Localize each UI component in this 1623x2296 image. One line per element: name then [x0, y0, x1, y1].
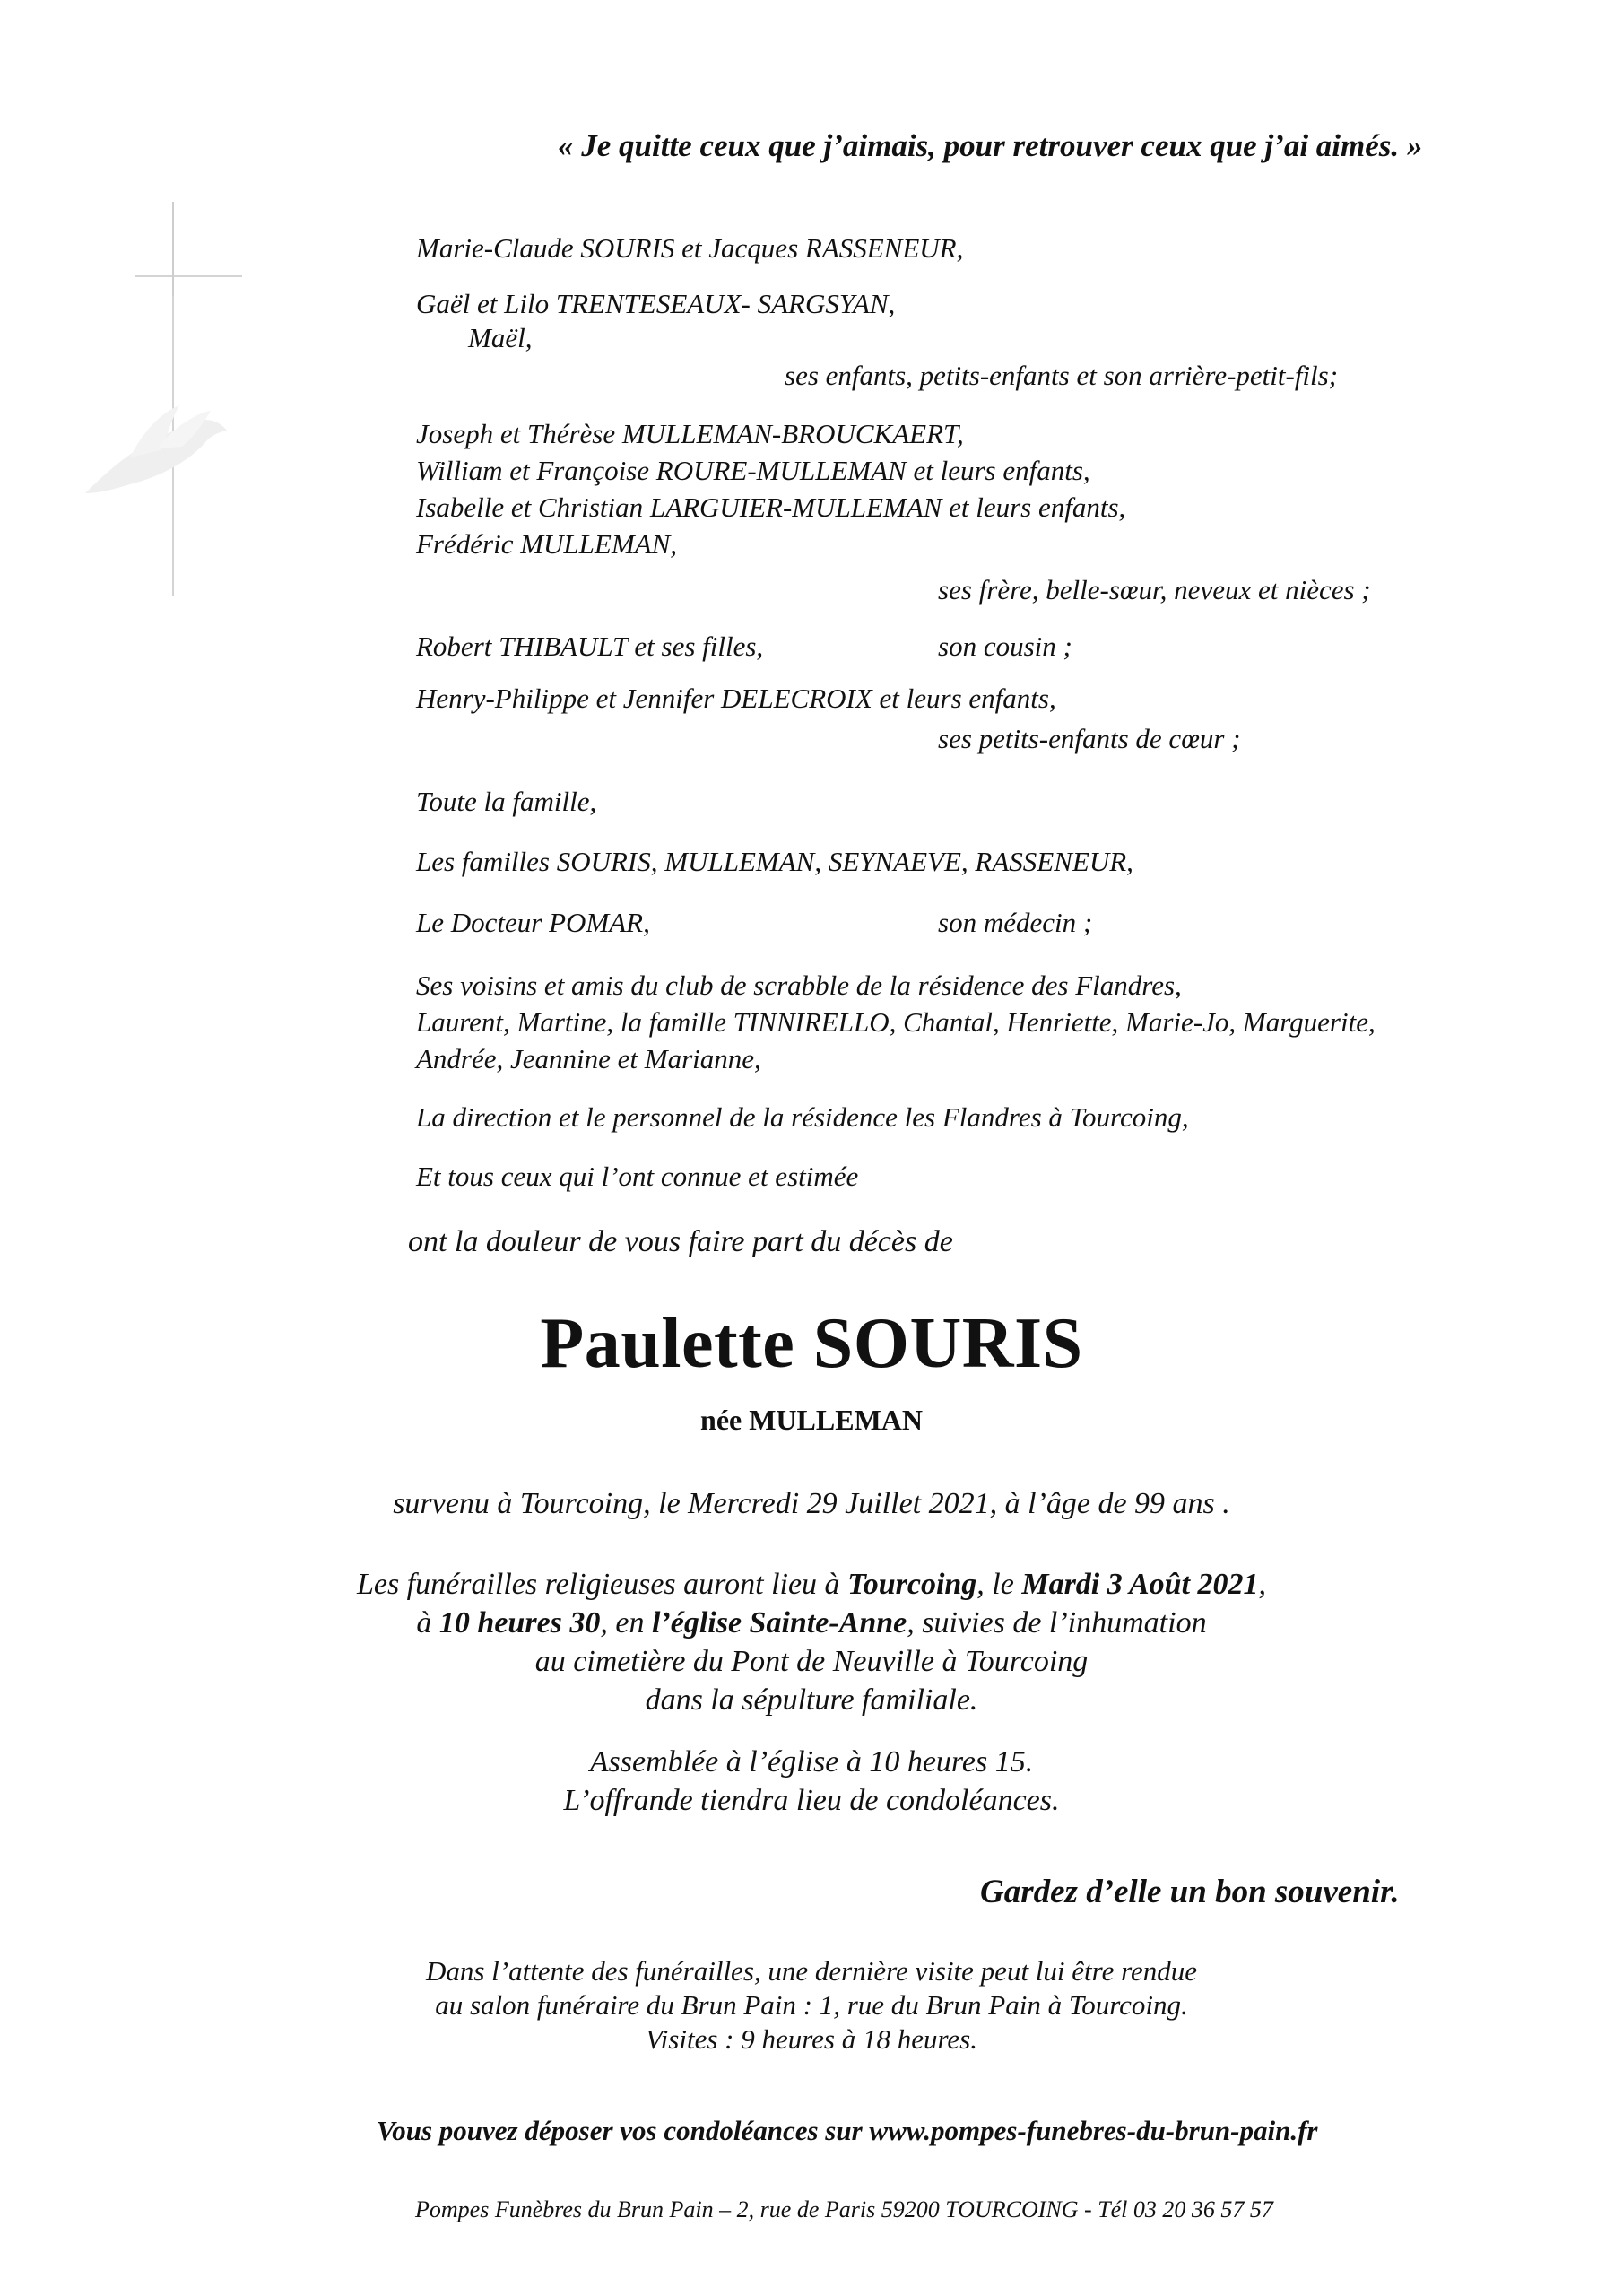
- family-line: Ses voisins et amis du club de scrabble de la résidence des Flandres,: [416, 970, 1182, 1001]
- family-line: Laurent, Martine, la famille TINNIRELLO, Chantal, Henriette, Marie-Jo, Marguerite,: [416, 1006, 1376, 1038]
- death-info: survenu à Tourcoing, le Mercredi 29 Juillet 2021, à l’âge de 99 ans .: [393, 1487, 1230, 1520]
- assembly-line: L’offrande tiendra lieu de condoléances.: [563, 1784, 1060, 1817]
- visit-line: au salon funéraire du Brun Pain : 1, rue du Brun Pain à Tourcoing.: [435, 1989, 1188, 2021]
- family-line: Le Docteur POMAR,: [416, 907, 650, 938]
- relation-label: son médecin ;: [938, 907, 1093, 938]
- funeral-line: au cimetière du Pont de Neuville à Tourcoing: [534, 1645, 1089, 1678]
- funeral-line: à 10 heures 30, en l’église Sainte-Anne, suivies de l’inhumation: [416, 1606, 1207, 1639]
- family-line: William et Françoise ROURE-MULLEMAN et leurs enfants,: [416, 455, 1090, 486]
- family-line: Gaël et Lilo TRENTESEAUX- SARGSYAN,: [416, 288, 896, 319]
- family-line: Robert THIBAULT et ses filles,: [416, 631, 764, 662]
- funeral-line: dans la sépulture familiale.: [645, 1683, 978, 1717]
- condolences-line: Vous pouvez déposer vos condoléances sur www.pompes-funebres-du-brun-pain.fr: [377, 2115, 1318, 2146]
- family-line: Frédéric MULLEMAN,: [416, 528, 678, 560]
- family-line: Joseph et Thérèse MULLEMAN-BROUCKAERT,: [416, 418, 964, 449]
- funeral-line: Les funérailles religieuses auront lieu à Tourcoing, le Mardi 3 Août 2021,: [356, 1568, 1267, 1601]
- family-line: Andrée, Jeannine et Marianne,: [416, 1043, 761, 1074]
- family-line: Isabelle et Christian LARGUIER-MULLEMAN et leurs enfants,: [416, 491, 1126, 523]
- assembly-line: Assemblée à l’église à 10 heures 15.: [589, 1745, 1034, 1779]
- maiden-name: née MULLEMAN: [700, 1404, 923, 1436]
- relation-label: ses frère, belle-sœur, neveux et nièces ;: [938, 574, 1371, 605]
- family-line: Et tous ceux qui l’ont connue et estimée: [416, 1161, 859, 1192]
- relation-label: son cousin ;: [938, 631, 1072, 662]
- relation-label: ses petits-enfants de cœur ;: [938, 723, 1241, 754]
- family-line: Les familles SOURIS, MULLEMAN, SEYNAEVE, RASSENEUR,: [416, 846, 1133, 877]
- family-line: Henry-Philippe et Jennifer DELECROIX et leurs enfants,: [416, 683, 1056, 714]
- visit-line: Visites : 9 heures à 18 heures.: [646, 2023, 977, 2055]
- funeral-home-footer: Pompes Funèbres du Brun Pain – 2, rue de Paris 59200 TOURCOING - Tél 03 20 36 57 57: [415, 2196, 1273, 2222]
- announcement: ont la douleur de vous faire part du décès de: [408, 1225, 953, 1258]
- deceased-name: Paulette SOURIS: [540, 1304, 1083, 1383]
- epitaph-quote: « Je quitte ceux que j’aimais, pour retrouver ceux que j’ai aimés. »: [558, 128, 1423, 163]
- family-line: Toute la famille,: [416, 786, 597, 817]
- relation-label: ses enfants, petits-enfants et son arrière-petit-fils;: [785, 360, 1339, 391]
- dove-icon: [76, 395, 238, 502]
- family-line: Maël,: [468, 322, 533, 353]
- family-line: Marie-Claude SOURIS et Jacques RASSENEUR,: [416, 232, 964, 264]
- souvenir-line: Gardez d’elle un bon souvenir.: [980, 1874, 1400, 1910]
- family-line: La direction et le personnel de la résidence les Flandres à Tourcoing,: [416, 1101, 1189, 1133]
- visit-line: Dans l’attente des funérailles, une dernière visite peut lui être rendue: [425, 1955, 1198, 1987]
